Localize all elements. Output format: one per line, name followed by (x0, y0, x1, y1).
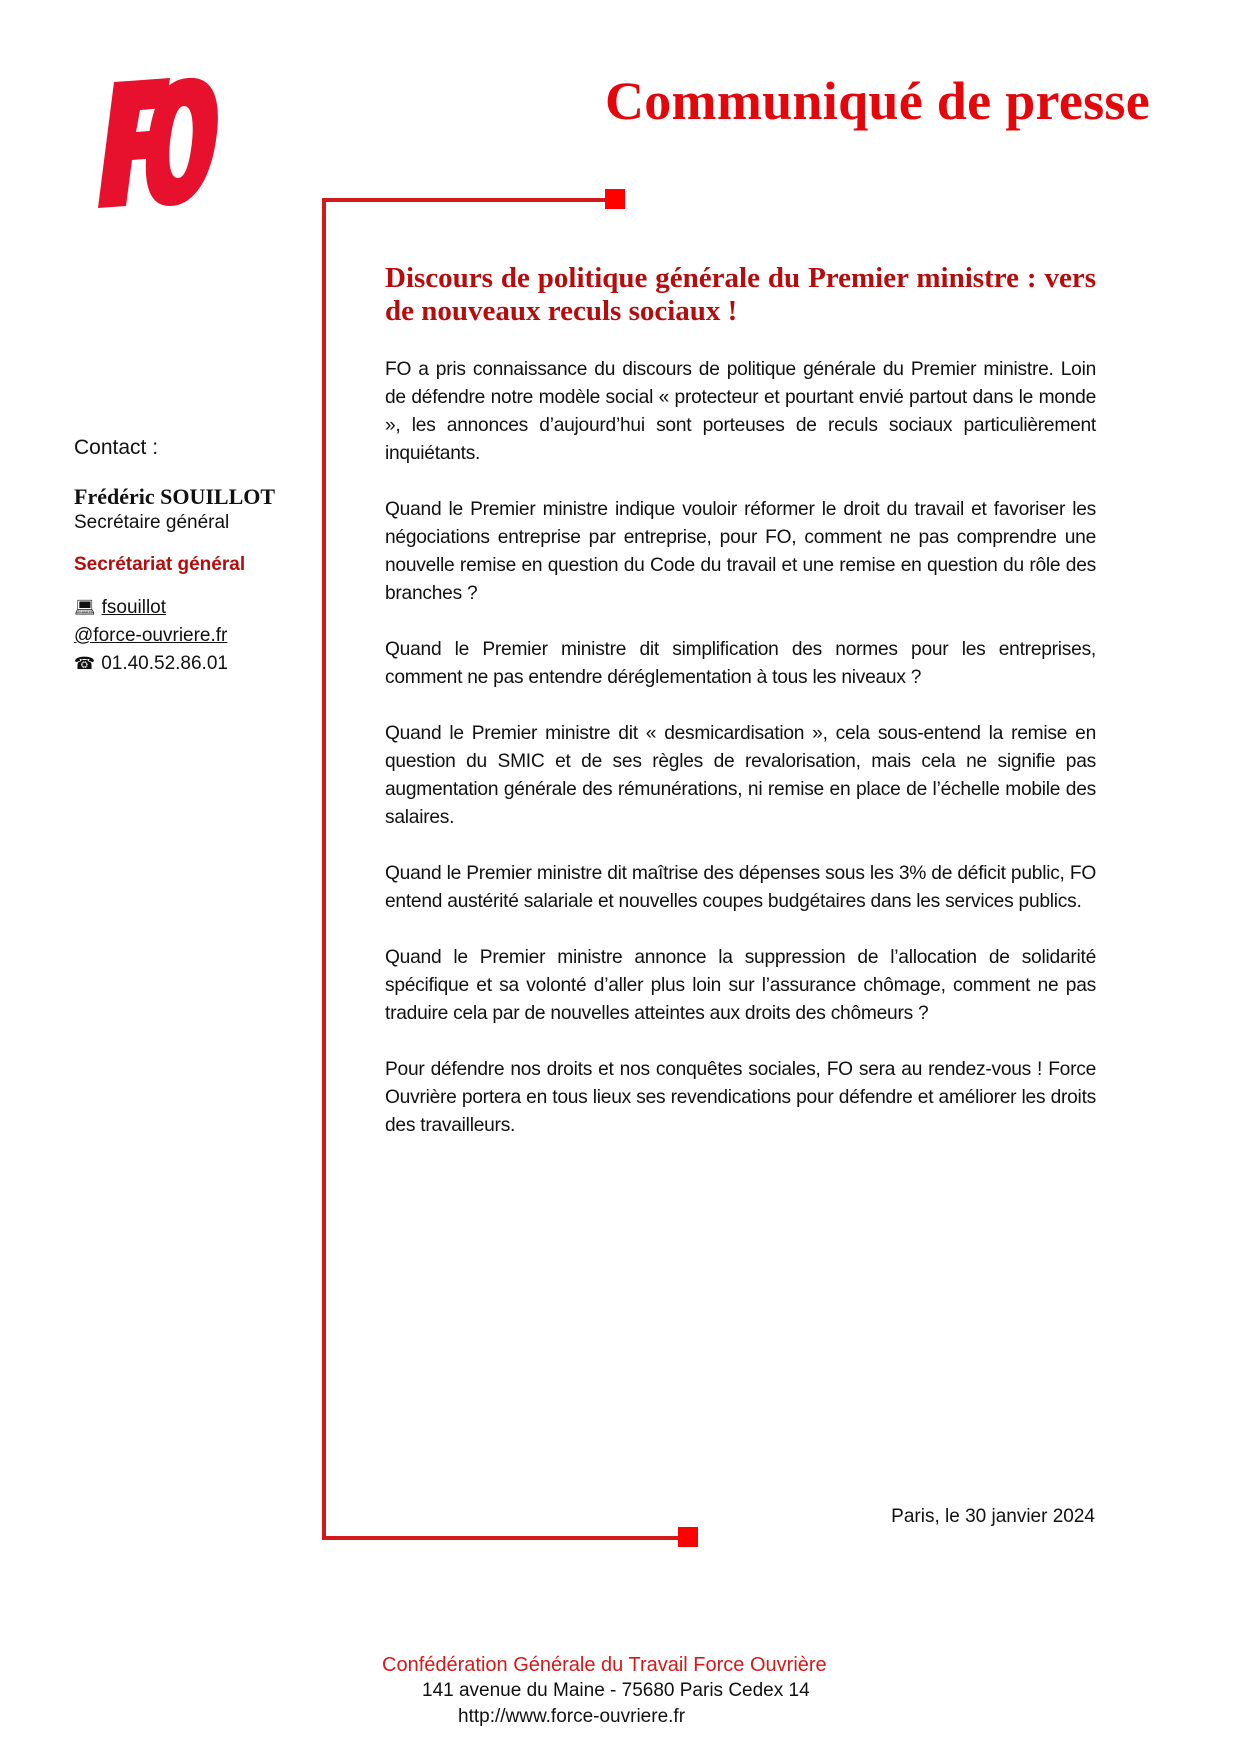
top-bracket-line (322, 198, 612, 202)
body-paragraph: Quand le Premier ministre dit « desmicardisation », cela sous-entend la remise en question du SMIC et de ses règles de revalorisation, mais cela ne signifie pas augmentation générale des rémunérations, ni remise en place de l’échelle mobile des salaires. (385, 723, 1096, 828)
release-date: Paris, le 30 janvier 2024 (891, 1506, 1095, 1527)
body-paragraph: Pour défendre nos droits et nos conquêtes sociales, FO sera au rendez-vous ! Force Ouvrière portera en tous lieux ses revendications pour défendre et améliorer les droits des travailleurs. (385, 1059, 1096, 1136)
footer (300, 1652, 940, 1730)
email-link-user[interactable]: fsouillot (101, 597, 167, 618)
bottom-bracket-line (322, 1536, 684, 1540)
bottom-bracket-square (678, 1527, 698, 1547)
contact-department: Secrétariat général (74, 554, 246, 575)
contact-sidebar (74, 434, 319, 678)
telephone-icon: ☎︎ (74, 654, 96, 673)
contact-name: Frédéric SOUILLOT (74, 484, 276, 509)
body-paragraph: Quand le Premier ministre dit simplification des normes pour les entreprises, comment ne pas entendre déréglementation à tous les niveaux ? (385, 639, 1096, 688)
computer-icon: 💻︎ (74, 598, 96, 617)
body-paragraph: Quand le Premier ministre dit maîtrise des dépenses sous les 3% de déficit public, FO entend austérité salariale et nouvelles coupes budgétaires dans les services publics. (385, 863, 1096, 912)
fo-logo (92, 70, 222, 210)
body-paragraph: FO a pris connaissance du discours de politique générale du Premier ministre. Loin de défendre notre modèle social « protecteur et pourtant envié partout dans le monde », les annonces d’aujourd’hui sont porteuses de reculs sociaux particulièrement inquiétants. (385, 359, 1096, 464)
vertical-divider-line (322, 198, 326, 1540)
top-bracket-square (605, 189, 625, 209)
footer-address: 141 avenue du Maine - 75680 Paris Cedex 14 (422, 1680, 810, 1701)
email-domain-line (74, 622, 319, 650)
email-link-domain[interactable]: @force-ouvriere.fr (74, 625, 228, 646)
press-release-headline: Discours de politique générale du Premier ministre : vers de nouveaux reculs sociaux ! (385, 262, 1096, 327)
phone-number: 01.40.52.86.01 (101, 653, 228, 674)
body-paragraph: Quand le Premier ministre annonce la suppression de l’allocation de solidarité spécifique et sa volonté d’aller plus loin sur l’assurance chômage, comment ne pas traduire cela par de nouvelles atteintes aux droits des chômeurs ? (385, 947, 1096, 1024)
contact-role: Secrétaire général (74, 512, 230, 533)
email-line (74, 594, 319, 622)
body-paragraph: Quand le Premier ministre indique vouloir réformer le droit du travail et favoriser les négociations entreprise par entreprise, pour FO, comment ne pas comprendre une nouvelle remise en question du Code du travail et une remise en question du rôle des branches ? (385, 499, 1096, 604)
document-title: Communiqué de presse (604, 71, 1150, 131)
phone-line (74, 650, 319, 678)
footer-website[interactable]: http://www.force-ouvriere.fr (458, 1706, 686, 1727)
contact-label: Contact : (74, 436, 159, 459)
press-release-body (385, 356, 1096, 1168)
footer-organization: Confédération Générale du Travail Force Ouvrière (382, 1654, 827, 1676)
